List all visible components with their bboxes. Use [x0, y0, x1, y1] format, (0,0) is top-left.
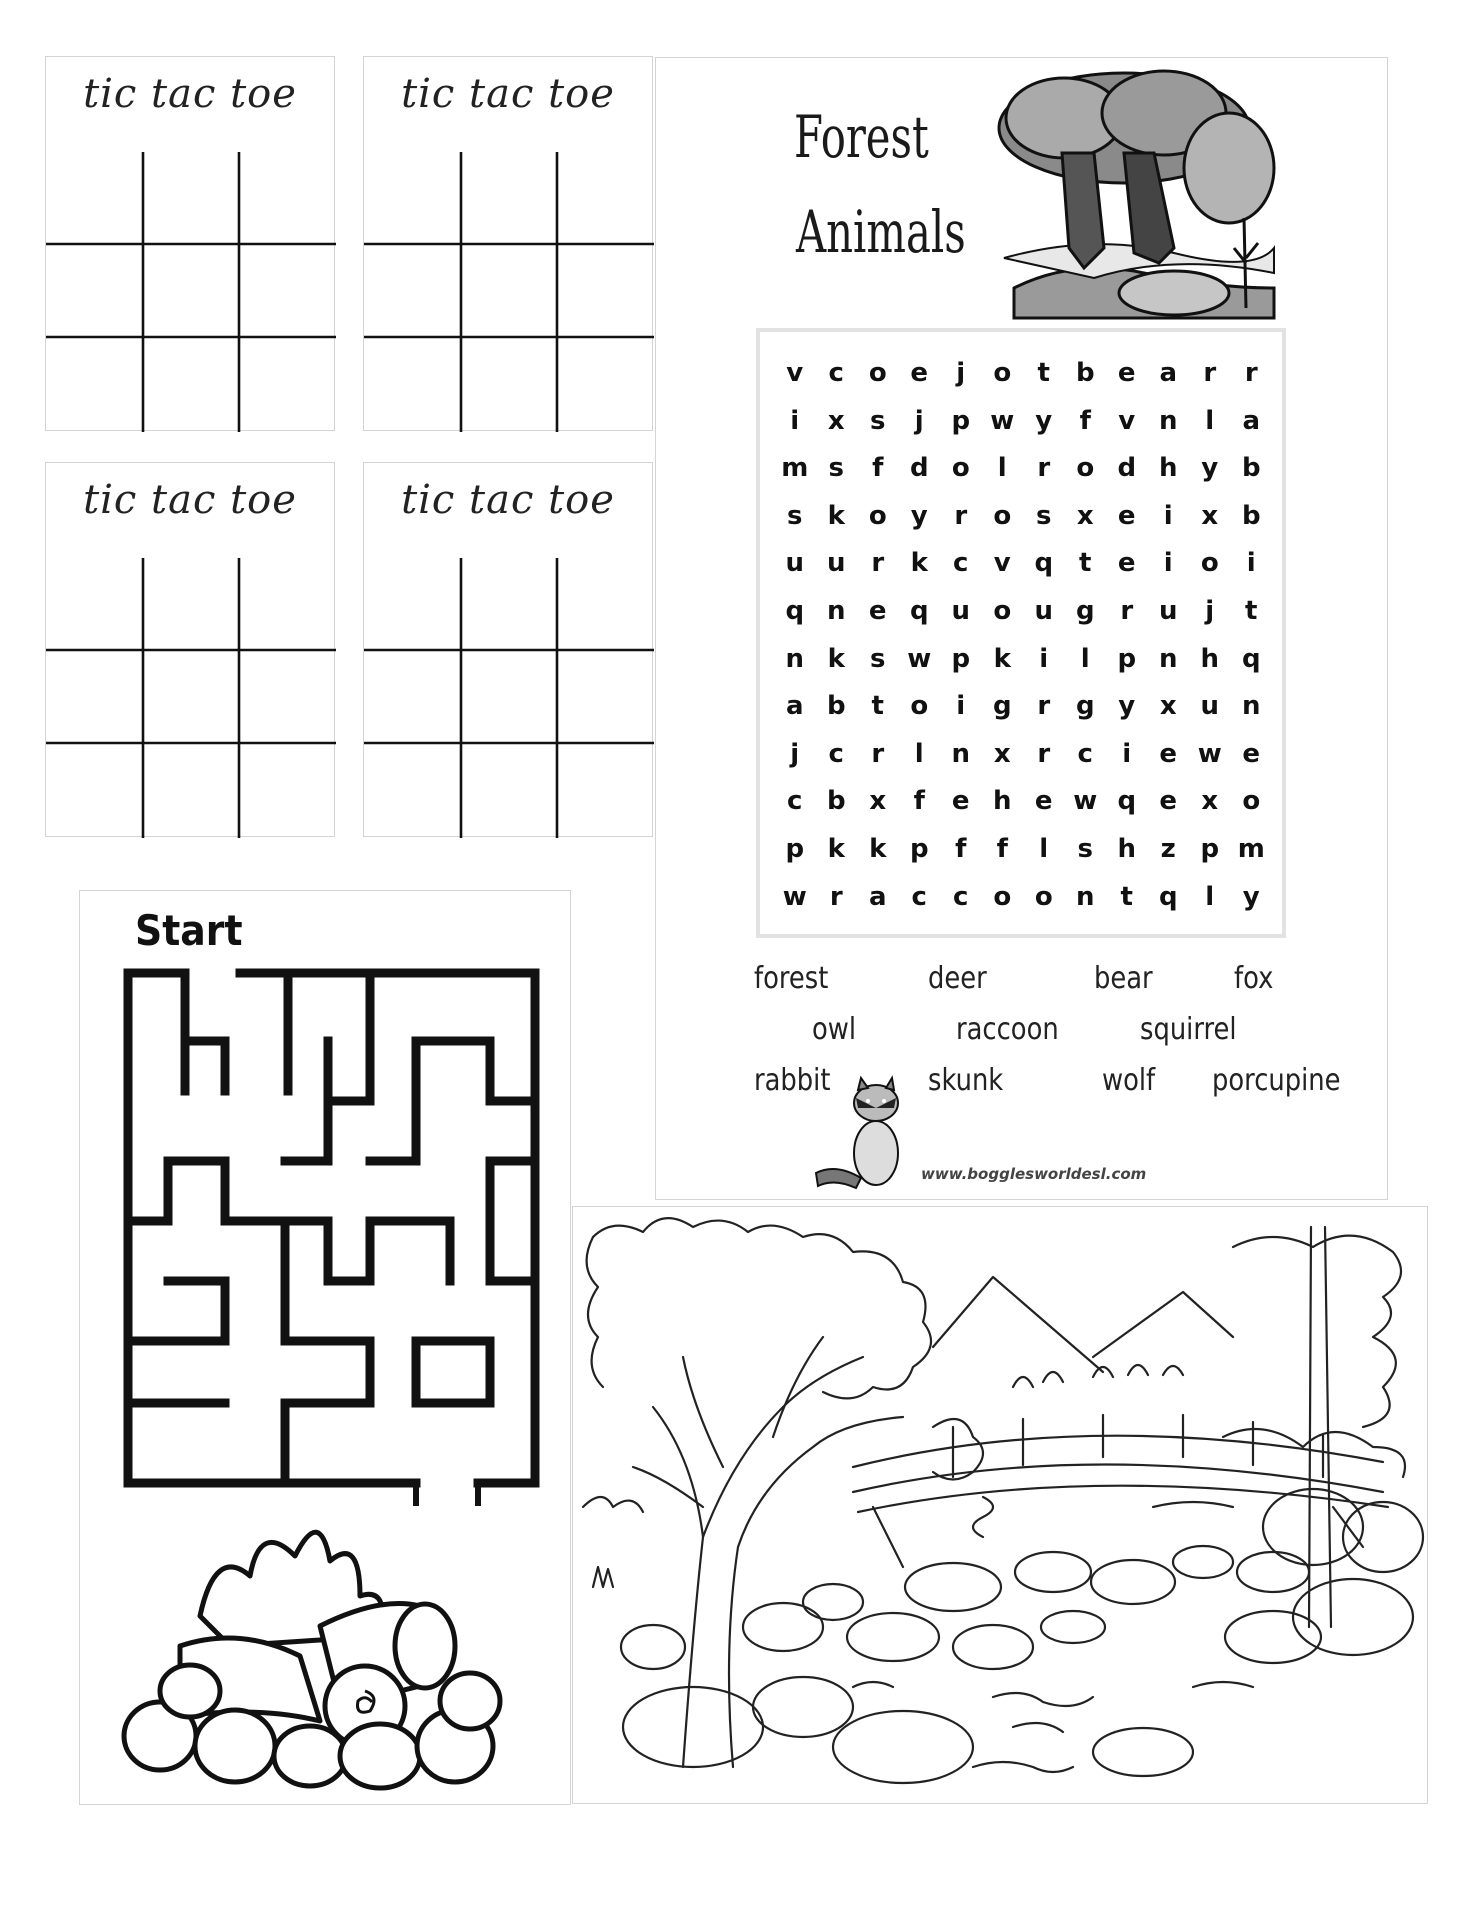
word-search-letter[interactable]: q [909, 595, 929, 626]
word-search-letter[interactable]: c [953, 881, 969, 912]
word-search-letter[interactable]: x [827, 405, 845, 436]
tic-tac-toe-grid[interactable] [46, 57, 336, 432]
word-search-letter[interactable]: g [1075, 595, 1095, 626]
word-search-letter[interactable]: e [1159, 738, 1178, 769]
word-search-letter[interactable]: b [1241, 453, 1261, 484]
word-search-letter[interactable]: u [826, 548, 846, 579]
word-search-letter[interactable]: n [785, 643, 804, 674]
word-search-letter[interactable]: v [786, 358, 804, 388]
word-search-letter[interactable]: i [1163, 500, 1173, 531]
word-search-letter[interactable]: o [951, 453, 970, 484]
word-search-letter[interactable]: j [790, 738, 800, 769]
word-porcupine: porcupine [1212, 1063, 1341, 1098]
word-search-letter[interactable]: o [1076, 453, 1095, 484]
word-search-letter[interactable]: i [1246, 548, 1256, 579]
word-search-letter[interactable]: s [870, 405, 886, 436]
word-search-letter[interactable]: n [1158, 643, 1178, 674]
word-search-panel [655, 57, 1388, 1200]
word-search-letter[interactable]: i [790, 405, 800, 436]
word-search-letter[interactable]: x [993, 738, 1011, 769]
tic-tac-toe-board-4[interactable] [363, 462, 653, 837]
word-search-letter[interactable]: i [956, 691, 966, 722]
word-search-letter[interactable]: q [1034, 548, 1054, 579]
word-search-letter[interactable]: s [787, 500, 803, 531]
word-search-letter[interactable]: r [1037, 691, 1051, 722]
word-search-letter[interactable]: v [993, 548, 1011, 579]
word-search-letter[interactable]: h [1117, 833, 1136, 864]
word-search-letter[interactable]: j [956, 358, 966, 388]
word-search-letter[interactable]: y [1242, 881, 1260, 912]
word-search-letter[interactable]: m [1237, 833, 1265, 864]
word-search-letter[interactable]: c [828, 738, 844, 769]
word-search-letter[interactable]: w [1073, 786, 1098, 817]
word-search-letter[interactable]: n [1241, 691, 1261, 722]
word-search-letter[interactable]: t [871, 691, 884, 722]
word-search-letter[interactable]: q [1158, 881, 1178, 912]
maze-start-label: Start [135, 906, 243, 955]
word-search-letter[interactable]: a [785, 691, 804, 722]
word-search-letter[interactable]: o [993, 358, 1012, 388]
word-search-letter[interactable]: u [1034, 595, 1053, 626]
word-search-letter[interactable]: k [827, 500, 845, 531]
word-search-letter[interactable]: b [826, 691, 846, 722]
word-owl: owl [812, 1012, 857, 1047]
word-search-letter[interactable]: e [1034, 786, 1053, 817]
word-search-letter[interactable]: k [827, 643, 845, 674]
word-search-letter[interactable]: c [828, 358, 844, 388]
word-search-letter[interactable]: n [951, 738, 970, 769]
word-deer: deer [928, 961, 987, 996]
word-search-letter[interactable]: u [951, 595, 970, 626]
word-search-letter[interactable]: o [1200, 548, 1219, 579]
tic-tac-toe-board-1[interactable] [45, 56, 335, 431]
word-bear: bear [1094, 961, 1153, 996]
word-search-letter[interactable]: y [1035, 405, 1053, 436]
word-search-letter[interactable]: d [909, 453, 929, 484]
word-search-letter[interactable]: w [782, 881, 807, 912]
word-search-letter[interactable]: b [826, 786, 846, 817]
tic-tac-toe-title: tic tac toe [401, 477, 615, 523]
word-search-letter[interactable]: z [1160, 833, 1176, 864]
word-search-letter[interactable]: k [869, 833, 887, 864]
word-search-letter[interactable]: p [1117, 643, 1137, 674]
word-search-letter[interactable]: k [910, 548, 928, 579]
word-search-letter[interactable]: t [1245, 595, 1258, 626]
word-forest: forest [754, 961, 829, 996]
word-search-letter[interactable]: u [1200, 691, 1219, 722]
word-search-letter[interactable]: h [1158, 453, 1178, 484]
word-search-letter[interactable]: v [1118, 405, 1136, 436]
word-search-letter[interactable]: m [781, 453, 809, 484]
word-search-letter[interactable]: q [785, 595, 805, 626]
word-search-letter[interactable]: n [1075, 881, 1095, 912]
word-search-letter[interactable]: f [996, 833, 1008, 864]
word-search-letter[interactable]: w [1197, 738, 1222, 769]
word-search-letter[interactable]: e [1117, 500, 1136, 531]
tic-tac-toe-grid[interactable] [46, 463, 336, 838]
word-search-letter[interactable]: t [1120, 881, 1133, 912]
tic-tac-toe-title: tic tac toe [83, 71, 297, 117]
word-search-letter[interactable]: f [872, 453, 884, 484]
word-fox: fox [1234, 961, 1274, 996]
word-search-letter[interactable]: p [909, 833, 929, 864]
word-search-letter[interactable]: w [990, 405, 1015, 436]
word-search-letter[interactable]: x [1076, 500, 1094, 531]
word-search-letter[interactable]: d [1117, 453, 1137, 484]
word-search-letter[interactable]: a [1242, 405, 1261, 436]
word-search-letter[interactable]: c [1077, 738, 1093, 769]
website-credit: www.bogglesworldesl.com [921, 1165, 1147, 1183]
word-search-letter[interactable]: c [953, 548, 969, 579]
word-search-letter[interactable]: c [911, 881, 927, 912]
word-search-letter[interactable]: r [871, 548, 885, 579]
word-search-letter[interactable]: o [910, 691, 929, 722]
forest-stream-coloring-illustration[interactable] [573, 1207, 1429, 1805]
word-search-letter[interactable]: r [954, 500, 968, 531]
word-search-letter[interactable]: c [787, 786, 803, 817]
word-search-letter[interactable]: n [826, 595, 846, 626]
word-search-letter[interactable]: j [1205, 595, 1215, 626]
word-search-letter[interactable]: f [913, 786, 925, 817]
word-search-letter[interactable]: e [1117, 548, 1136, 579]
word-search-letter[interactable]: r [1037, 453, 1051, 484]
word-search-letter[interactable]: f [955, 833, 967, 864]
word-search-grid[interactable] [774, 350, 1272, 921]
word-search-letter[interactable]: s [828, 453, 844, 484]
word-search-letter[interactable]: e [951, 786, 970, 817]
word-search-letter[interactable]: b [1075, 358, 1095, 388]
word-search-letter[interactable]: o [1034, 881, 1053, 912]
word-search-letter[interactable]: i [1039, 643, 1049, 674]
word-search-letter[interactable]: f [1079, 405, 1091, 436]
campfire-illustration [120, 1506, 520, 1796]
word-search-letter[interactable]: r [1203, 358, 1217, 388]
word-search-letter[interactable]: x [869, 786, 887, 817]
word-skunk: skunk [928, 1063, 1004, 1098]
maze-panel [79, 890, 571, 1805]
word-search-letter[interactable]: i [1122, 738, 1132, 769]
word-search-letter[interactable]: o [868, 500, 887, 531]
word-search-letter[interactable]: o [993, 881, 1012, 912]
word-search-letter[interactable]: a [868, 881, 887, 912]
word-search-letter[interactable]: p [785, 833, 805, 864]
word-search-letter[interactable]: b [1241, 500, 1261, 531]
word-search-letter[interactable]: s [1036, 500, 1052, 531]
word-search-letter[interactable]: y [1118, 691, 1136, 722]
word-search-letter[interactable]: x [1159, 691, 1177, 722]
word-search-letter[interactable]: t [1037, 358, 1050, 388]
word-search-letter[interactable]: l [1080, 643, 1090, 674]
word-search-letter[interactable]: l [997, 453, 1007, 484]
tic-tac-toe-title: tic tac toe [401, 71, 615, 117]
word-search-letter[interactable]: y [910, 500, 928, 531]
word-search-letter[interactable]: s [1077, 833, 1093, 864]
word-search-letter[interactable]: y [1201, 453, 1219, 484]
word-search-letter[interactable]: r [1120, 595, 1134, 626]
tic-tac-toe-grid[interactable] [364, 57, 654, 432]
word-search-letter[interactable]: u [1158, 595, 1178, 626]
word-search-letter[interactable]: g [1075, 691, 1095, 722]
word-search-letter[interactable]: e [1242, 738, 1261, 769]
word-search-letter[interactable]: e [1117, 358, 1136, 388]
word-search-letter[interactable]: e [868, 595, 887, 626]
word-search-letter[interactable]: g [992, 691, 1012, 722]
word-search-letter[interactable]: q [1117, 786, 1137, 817]
word-search-letter[interactable]: e [1159, 786, 1178, 817]
word-search-letter[interactable]: a [1159, 358, 1178, 388]
word-search-letter[interactable]: e [910, 358, 929, 388]
word-search-letter[interactable]: r [1244, 358, 1258, 388]
word-search-letter[interactable]: p [951, 643, 971, 674]
word-search-letter[interactable]: n [1158, 405, 1178, 436]
word-wolf: wolf [1102, 1063, 1156, 1098]
word-search-letter[interactable]: l [1039, 833, 1049, 864]
tic-tac-toe-board-2[interactable] [363, 56, 653, 431]
word-search-letter[interactable]: h [992, 786, 1012, 817]
word-search-letter[interactable]: u [785, 548, 804, 579]
word-search-letter[interactable]: p [1200, 833, 1220, 864]
tic-tac-toe-grid[interactable] [364, 463, 654, 838]
forest-trees-illustration [974, 58, 1284, 328]
word-search-letter[interactable]: o [1242, 786, 1261, 817]
raccoon-illustration [806, 1068, 916, 1193]
word-squirrel: squirrel [1140, 1012, 1237, 1047]
word-search-title-line1: Forest [794, 103, 929, 171]
word-search-letter[interactable]: i [1163, 548, 1173, 579]
word-search-letter[interactable]: k [827, 833, 845, 864]
word-search-letter[interactable]: k [993, 643, 1011, 674]
word-search-letter[interactable]: r [1037, 738, 1051, 769]
word-rabbit: rabbit [754, 1063, 831, 1098]
word-search-letter[interactable]: o [993, 500, 1012, 531]
word-search-letter[interactable]: o [993, 595, 1012, 626]
word-search-title-line2: Animals [796, 198, 966, 266]
word-search-letter[interactable]: j [914, 405, 924, 436]
word-search-letter[interactable]: w [907, 643, 932, 674]
word-search-letter[interactable]: q [1241, 643, 1261, 674]
word-search-letter[interactable]: o [868, 358, 887, 388]
tic-tac-toe-title: tic tac toe [83, 477, 297, 523]
word-raccoon: raccoon [956, 1012, 1059, 1047]
word-search-letter[interactable]: r [829, 881, 843, 912]
word-search-letter[interactable]: p [951, 405, 971, 436]
word-search-letter[interactable]: h [1200, 643, 1219, 674]
word-search-letter[interactable]: r [871, 738, 885, 769]
word-search-grid-box [756, 328, 1286, 938]
word-search-letter[interactable]: l [1205, 881, 1215, 912]
word-search-letter[interactable]: x [1201, 500, 1219, 531]
coloring-scene-panel [572, 1206, 1428, 1804]
word-search-letter[interactable]: l [914, 738, 924, 769]
tic-tac-toe-board-3[interactable] [45, 462, 335, 837]
word-search-letter[interactable]: t [1079, 548, 1092, 579]
word-search-letter[interactable]: x [1201, 786, 1219, 817]
word-search-letter[interactable]: s [870, 643, 886, 674]
word-search-letter[interactable]: l [1205, 405, 1215, 436]
